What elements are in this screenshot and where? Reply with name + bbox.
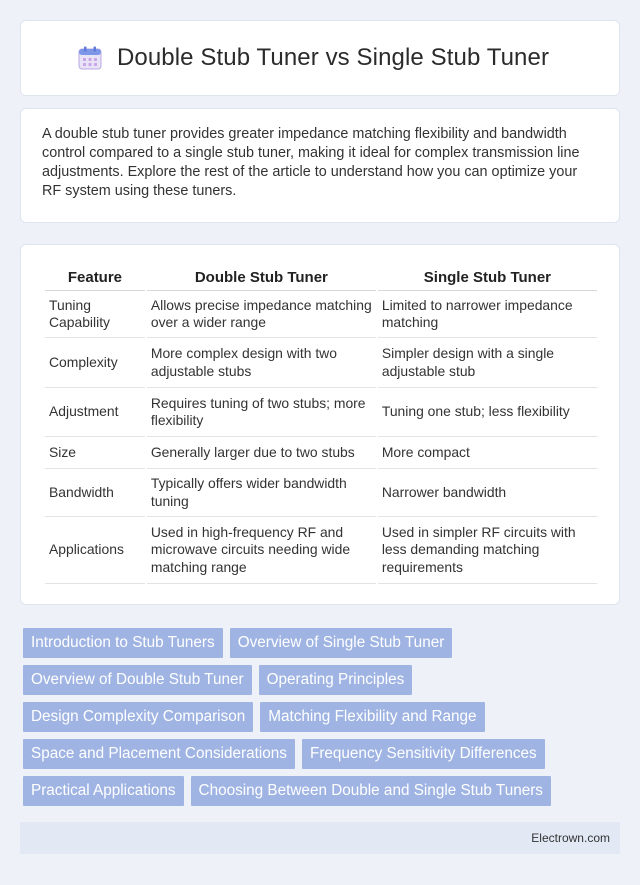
table-row <box>45 437 597 469</box>
double-stub-cell: Generally larger due to two stubs <box>147 437 376 469</box>
single-stub-cell: Limited to narrower impedance matching <box>378 291 597 338</box>
link-design-complexity-comparison[interactable]: Design Complexity Comparison <box>23 702 253 732</box>
double-stub-cell: Allows precise impedance matching over a wider range <box>147 291 376 338</box>
link-introduction-to-stub-tuners[interactable]: Introduction to Stub Tuners <box>23 628 223 658</box>
comparison-table-card <box>20 244 620 605</box>
table-row <box>45 388 597 437</box>
header-double-stub: Double Stub Tuner <box>147 265 376 291</box>
single-stub-cell: Tuning one stub; less flexibility <box>378 388 597 437</box>
page-title: Double Stub Tuner vs Single Stub Tuner <box>116 44 550 71</box>
feature-cell: Complexity <box>45 338 145 388</box>
intro-card <box>20 108 620 223</box>
header-feature: Feature <box>45 265 145 291</box>
link-overview-single-stub-tuner[interactable]: Overview of Single Stub Tuner <box>230 628 453 658</box>
link-choosing-between-tuners[interactable]: Choosing Between Double and Single Stub Tuners <box>191 776 551 806</box>
table-row <box>45 469 597 517</box>
double-stub-cell: More complex design with two adjustable stubs <box>147 338 376 388</box>
double-stub-cell: Typically offers wider bandwidth tuning <box>147 469 376 517</box>
comparison-table <box>43 265 599 584</box>
link-practical-applications[interactable]: Practical Applications <box>23 776 184 806</box>
feature-cell: Bandwidth <box>45 469 145 517</box>
footer <box>20 822 620 854</box>
link-frequency-sensitivity-differences[interactable]: Frequency Sensitivity Differences <box>302 739 545 769</box>
double-stub-cell: Requires tuning of two stubs; more flexibility <box>147 388 376 437</box>
table-row <box>45 517 597 584</box>
link-overview-double-stub-tuner[interactable]: Overview of Double Stub Tuner <box>23 665 252 695</box>
header-single-stub: Single Stub Tuner <box>378 265 597 291</box>
feature-cell: Size <box>45 437 145 469</box>
table-header-row <box>45 265 597 291</box>
double-stub-cell: Used in high-frequency RF and microwave circuits needing wide matching range <box>147 517 376 584</box>
title-wrap <box>77 44 549 72</box>
link-row <box>23 739 620 769</box>
single-stub-cell: More compact <box>378 437 597 469</box>
calendar-icon <box>77 45 103 71</box>
topic-links <box>23 628 620 813</box>
link-operating-principles[interactable]: Operating Principles <box>259 665 413 695</box>
feature-cell: Applications <box>45 517 145 584</box>
feature-cell: Tuning Capability <box>45 291 145 338</box>
link-row <box>23 702 620 732</box>
feature-cell: Adjustment <box>45 388 145 437</box>
link-matching-flexibility-range[interactable]: Matching Flexibility and Range <box>260 702 484 732</box>
footer-site-name: Electrown.com <box>531 831 610 845</box>
single-stub-cell: Simpler design with a single adjustable stub <box>378 338 597 388</box>
single-stub-cell: Used in simpler RF circuits with less demanding matching requirements <box>378 517 597 584</box>
link-row <box>23 628 620 658</box>
intro-paragraph: A double stub tuner provides greater impedance matching flexibility and bandwidth control compared to a single stub tuner, making it ideal for complex transmission line adjustments. Explore the rest of the article to understand how you can optimize your RF system using these tuners. <box>42 126 580 199</box>
title-card <box>20 20 620 96</box>
link-row <box>23 776 620 806</box>
table-row <box>45 291 597 338</box>
link-space-placement-considerations[interactable]: Space and Placement Considerations <box>23 739 295 769</box>
link-row <box>23 665 620 695</box>
table-row <box>45 338 597 388</box>
single-stub-cell: Narrower bandwidth <box>378 469 597 517</box>
